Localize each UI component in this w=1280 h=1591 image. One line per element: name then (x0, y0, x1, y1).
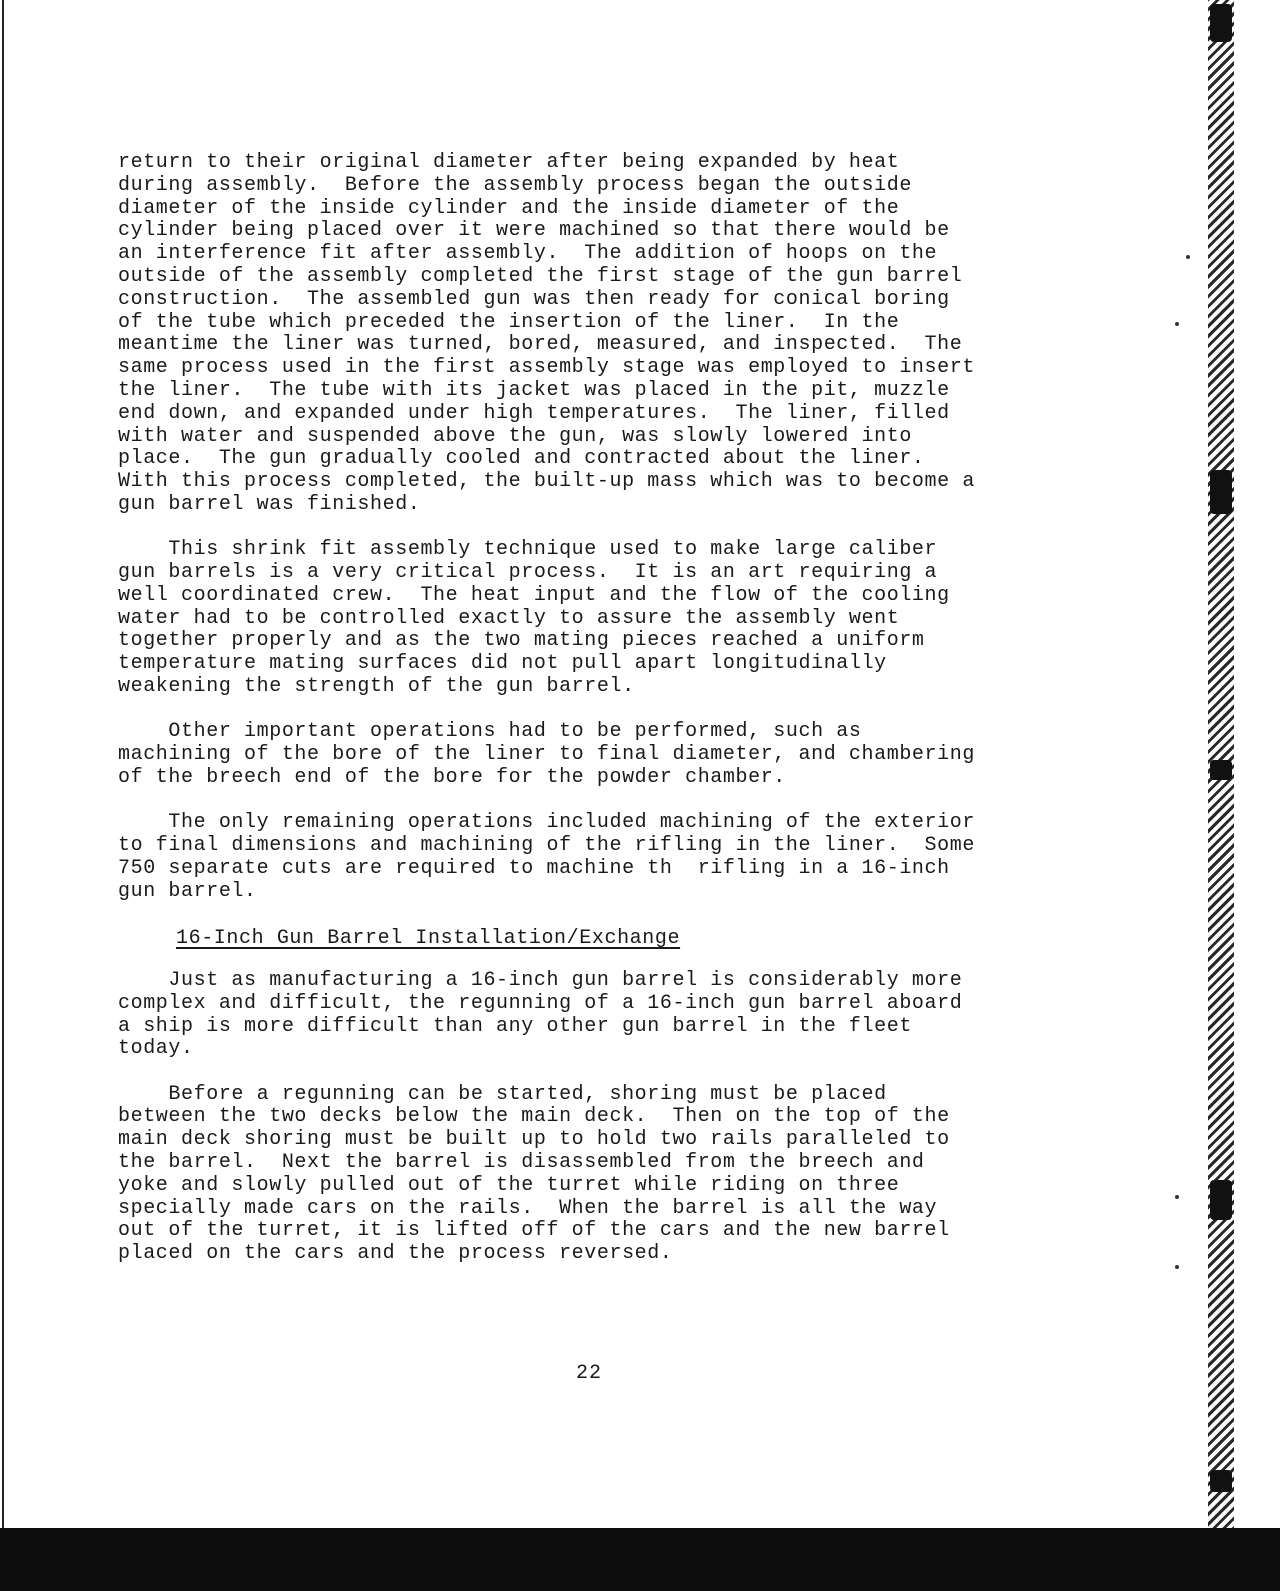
text-line: complex and difficult, the regunning of a 16-inch gun barrel aboard (118, 991, 963, 1015)
text-line: cylinder being placed over it were machined so that there would be (118, 219, 950, 243)
text-line: a ship is more difficult than any other gun barrel in the fleet (118, 1014, 912, 1038)
text-line: the barrel. Next the barrel is disassembled from the breech and (118, 1151, 925, 1175)
text-line: placed on the cars and the process reversed. (118, 1242, 673, 1266)
text-line: machining of the bore of the liner to final diameter, and chambering (118, 743, 975, 767)
text-line: end down, and expanded under high temperatures. The liner, filled (118, 401, 950, 425)
scan-blob (1210, 760, 1232, 780)
scan-blob (1210, 1180, 1232, 1220)
text-line: weakening the strength of the gun barrel. (118, 675, 635, 699)
text-line: diameter of the inside cylinder and the inside diameter of the (118, 196, 900, 220)
text-line: temperature mating surfaces did not pull apart longitudinally (118, 652, 887, 676)
text-line: With this process completed, the built-up mass which was to become a (118, 470, 975, 494)
text-line: main deck shoring must be built up to hold two rails paralleled to (118, 1128, 950, 1152)
text-line: during assembly. Before the assembly process began the outside (118, 173, 912, 197)
text-line: gun barrel. (118, 879, 257, 903)
text-line: an interference fit after assembly. The addition of hoops on the (118, 242, 938, 266)
scan-speck (1186, 255, 1190, 259)
text-line: outside of the assembly completed the first stage of the gun barrel (118, 264, 963, 288)
text-line: meantime the liner was turned, bored, measured, and inspected. The (118, 333, 963, 357)
paragraph-6 (118, 1084, 1178, 1266)
text-line: Other important operations had to be performed, such as (118, 720, 862, 744)
text-line: return to their original diameter after being expanded by heat (118, 151, 900, 174)
text-line: place. The gun gradually cooled and contracted about the liner. (118, 447, 925, 471)
scan-blob (1210, 4, 1232, 42)
bottom-scan-edge (0, 1528, 1280, 1591)
text-line: yoke and slowly pulled out of the turret while riding on three (118, 1173, 900, 1197)
left-scan-edge (2, 0, 4, 1528)
text-line: gun barrel was finished. (118, 492, 421, 516)
text-line: The only remaining operations included machining of the exterior (118, 811, 975, 835)
paragraph-4 (118, 812, 1178, 903)
text-line: construction. The assembled gun was then ready for conical boring (118, 287, 950, 311)
text-line: with water and suspended above the gun, was slowly lowered into (118, 424, 912, 448)
paragraph-1 (118, 152, 1178, 517)
text-line: This shrink fit assembly technique used to make large caliber (118, 538, 938, 562)
page-number: 22 (576, 1362, 603, 1385)
text-line: between the two decks below the main deck. Then on the top of the (118, 1105, 950, 1129)
scan-blob (1210, 470, 1232, 514)
body-text-after-heading (118, 970, 1178, 1289)
text-line: specially made cars on the rails. When the barrel is all the way (118, 1196, 938, 1220)
body-text (118, 152, 1178, 926)
scan-blob (1210, 1470, 1232, 1492)
paragraph-3 (118, 721, 1178, 789)
text-line: Just as manufacturing a 16-inch gun barrel is considerably more (118, 969, 963, 992)
section-heading: 16-Inch Gun Barrel Installation/Exchange (176, 927, 681, 950)
text-line: well coordinated crew. The heat input and the flow of the cooling (118, 583, 950, 607)
text-line: today. (118, 1037, 194, 1061)
text-line: same process used in the first assembly stage was employed to insert (118, 356, 975, 380)
text-line: Before a regunning can be started, shoring must be placed (118, 1082, 887, 1106)
text-line: the liner. The tube with its jacket was placed in the pit, muzzle (118, 378, 950, 402)
paragraph-5 (118, 970, 1178, 1061)
text-line: gun barrels is a very critical process. It is an art requiring a (118, 561, 938, 585)
text-line: of the breech end of the bore for the powder chamber. (118, 765, 786, 789)
right-scan-margin (1234, 0, 1244, 1540)
text-line: water had to be controlled exactly to assure the assembly went (118, 606, 900, 630)
text-line: 750 separate cuts are required to machine th rifling in a 16-inch (118, 856, 950, 880)
paragraph-2 (118, 539, 1178, 699)
text-line: of the tube which preceded the insertion of the liner. In the (118, 310, 900, 334)
text-line: out of the turret, it is lifted off of the cars and the new barrel (118, 1219, 950, 1243)
text-line: to final dimensions and machining of the rifling in the liner. Some (118, 834, 975, 858)
text-line: together properly and as the two mating pieces reached a uniform (118, 629, 925, 653)
